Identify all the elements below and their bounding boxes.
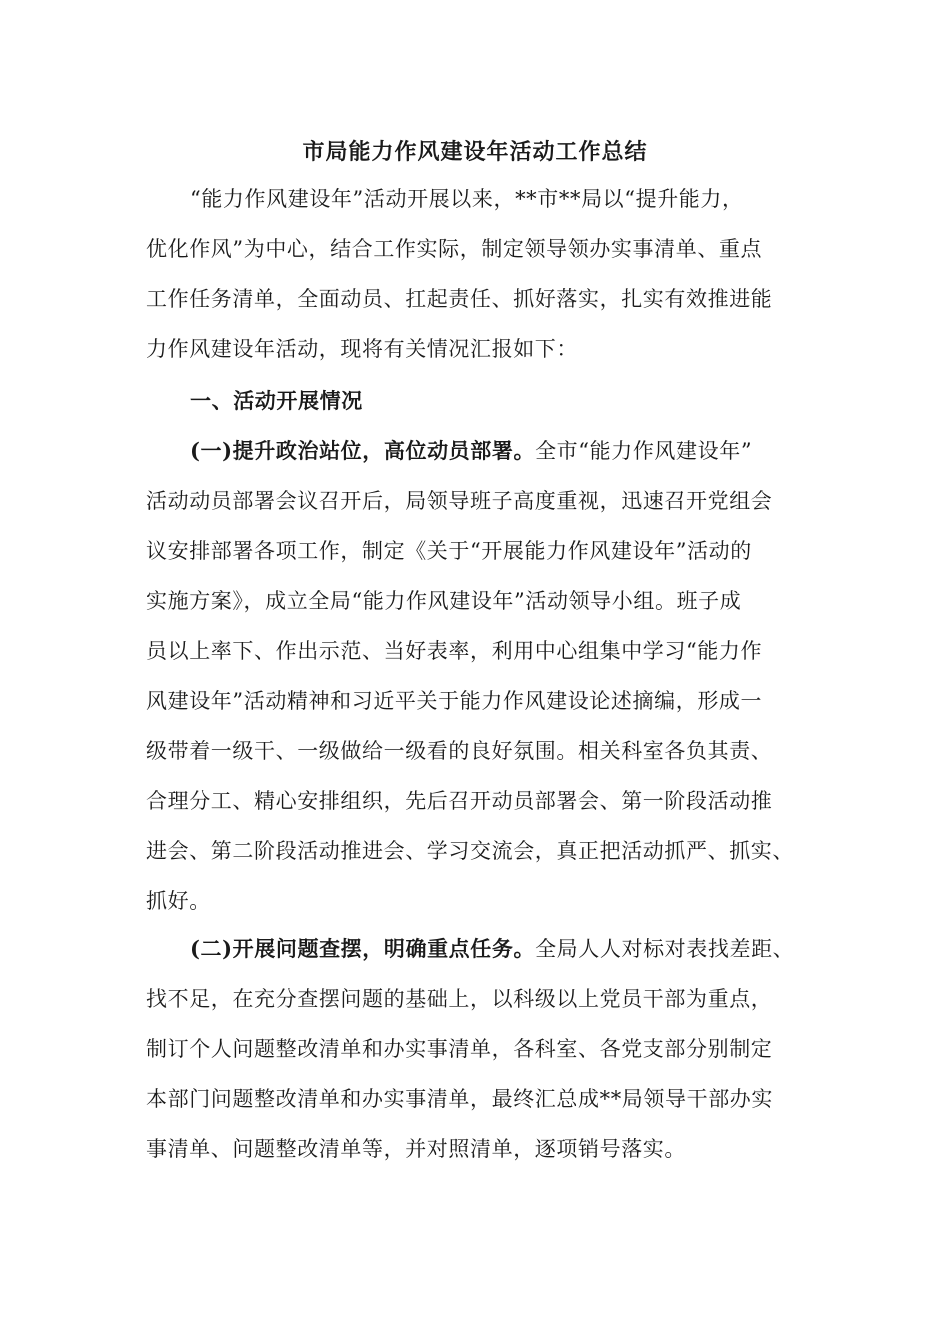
document-title: 市局能力作风建设年活动工作总结	[302, 139, 648, 165]
sub1-line-9: 进会、第二阶段活动推进会、学习交流会，真正把活动抓严、抓实、	[146, 839, 794, 863]
sub1-lead: (一)提升政治站位，高位动员部署。	[190, 438, 536, 463]
sub1-first-line	[190, 436, 752, 466]
sub1-line-3: 议安排部署各项工作，制定《关于“开展能力作风建设年”活动的	[146, 539, 752, 563]
sub1-line-7: 级带着一级干、一级做给一级看的良好氛围。相关科室各负其责、	[146, 739, 773, 763]
intro-line-2: 优化作风”为中心，结合工作实际，制定领导领办实事清单、重点	[146, 237, 763, 261]
section-1-heading: 一、活动开展情况	[190, 388, 363, 413]
sub1-line-10: 抓好。	[146, 889, 211, 913]
intro-line-4: 力作风建设年活动，现将有关情况汇报如下：	[146, 337, 578, 361]
intro-line-1: “能力作风建设年”活动开展以来，**市**局以“提升能力，	[190, 187, 744, 211]
sub1-line-2: 活动动员部署会议召开后，局领导班子高度重视，迅速召开党组会	[146, 489, 773, 513]
sub1-line-6: 风建设年”活动精神和习近平关于能力作风建设论述摘编，形成一	[146, 689, 763, 713]
sub1-line-4: 实施方案》，成立全局“能力作风建设年”活动领导小组。班子成	[146, 589, 742, 613]
sub2-line-5: 事清单、问题整改清单等，并对照清单，逐项销号落实。	[146, 1137, 686, 1161]
sub2-line-3: 制订个人问题整改清单和办实事清单，各科室、各党支部分别制定	[146, 1037, 773, 1061]
sub1-line-8: 合理分工、精心安排组织，先后召开动员部署会、第一阶段活动推	[146, 789, 773, 813]
sub2-line-4: 本部门问题整改清单和办实事清单，最终汇总成**局领导干部办实	[146, 1087, 773, 1111]
sub2-first-rest: 全局人人对标对表找差距、	[535, 937, 795, 961]
intro-line-3: 工作任务清单，全面动员、扛起责任、抓好落实，扎实有效推进能	[146, 287, 773, 311]
sub1-line-5: 员以上率下、作出示范、当好表率，利用中心组集中学习“能力作	[146, 639, 763, 663]
sub2-line-2: 找不足，在充分查摆问题的基础上，以科级以上党员干部为重点，	[146, 987, 773, 1011]
sub2-lead: (二)开展问题查摆，明确重点任务。	[190, 936, 536, 961]
sub2-first-line	[190, 934, 794, 964]
sub1-first-rest: 全市“能力作风建设年”	[535, 439, 753, 463]
